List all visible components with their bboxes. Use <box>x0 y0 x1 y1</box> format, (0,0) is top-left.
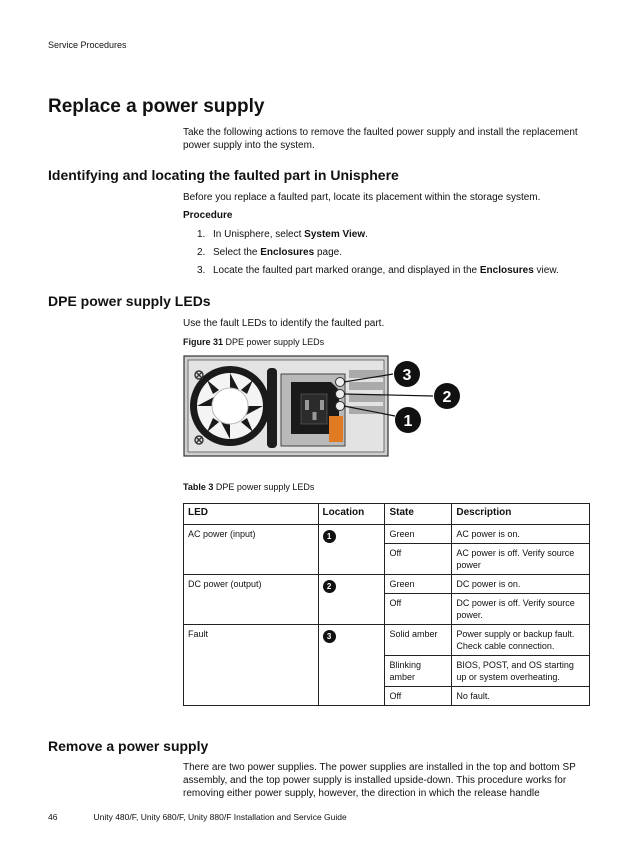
page-number: 46 <box>48 812 58 822</box>
description-cell: DC power is on. <box>452 575 590 594</box>
column-header: Location <box>318 504 385 525</box>
state-cell: Off <box>385 544 452 575</box>
column-header: State <box>385 504 452 525</box>
leds-paragraph: Use the fault LEDs to identify the faulted part. <box>183 318 385 329</box>
release-handle <box>267 368 277 448</box>
location-cell <box>318 575 385 625</box>
state-cell: Off <box>385 687 452 706</box>
callout-1 <box>395 407 421 433</box>
remove-paragraph: There are two power supplies. The power supplies are installed in the top and bottom SP assembly, and the top power supply is installed upside-down. This procedure works for removing either power supply, however, the direction in which the release handle <box>183 762 576 799</box>
location-cell <box>318 625 385 706</box>
table-caption: Table 3 DPE power supply LEDs <box>183 482 315 492</box>
table-row <box>184 625 590 656</box>
procedure-step: 3. Locate the faulted part marked orange, and displayed in the Enclosures view. <box>197 265 559 276</box>
table-header-row <box>184 504 590 525</box>
orange-release-tab <box>329 416 343 442</box>
identify-paragraph: Before you replace a faulted part, locate its placement within the storage system. <box>183 192 541 203</box>
led-table <box>183 503 590 706</box>
description-cell: Power supply or backup fault. Check cable connection. <box>452 625 590 656</box>
procedure-label: Procedure <box>183 210 233 221</box>
state-cell: Green <box>385 575 452 594</box>
running-header: Service Procedures <box>48 40 127 50</box>
page-title: Replace a power supply <box>48 96 265 117</box>
procedure-steps <box>183 228 559 282</box>
procedure-step: 2. Select the Enclosures page. <box>197 247 342 258</box>
state-cell: Green <box>385 525 452 544</box>
description-cell: DC power is off. Verify source power. <box>452 594 590 625</box>
intro-paragraph: Take the following actions to remove the faulted power supply and install the replacement power supply into the system. <box>183 127 578 151</box>
page-footer <box>48 812 347 822</box>
led-dc <box>336 390 345 399</box>
column-header: LED <box>184 504 319 525</box>
led-fault <box>336 378 345 387</box>
location-cell <box>318 525 385 575</box>
led-name: AC power (input) <box>184 525 319 575</box>
table-row <box>184 525 590 544</box>
column-header: Description <box>452 504 590 525</box>
led-name: Fault <box>184 625 319 706</box>
led-ac <box>336 402 345 411</box>
description-cell: No fault. <box>452 687 590 706</box>
procedure-step: 1. In Unisphere, select System View. <box>197 229 368 240</box>
callout-2 <box>434 383 460 409</box>
guide-title: Unity 480/F, Unity 680/F, Unity 880/F Installation and Service Guide <box>93 812 347 822</box>
svg-text:2: 2 <box>442 389 452 406</box>
state-cell: Solid amber <box>385 625 452 656</box>
section-heading-leds: DPE power supply LEDs <box>48 293 211 309</box>
location-badge: 3 <box>323 630 336 643</box>
power-supply-figure <box>183 350 463 462</box>
svg-text:3: 3 <box>402 367 412 384</box>
led-name: DC power (output) <box>184 575 319 625</box>
description-cell: AC power is on. <box>452 525 590 544</box>
description-cell: BIOS, POST, and OS starting up or system overheating. <box>452 656 590 687</box>
location-badge: 2 <box>323 580 336 593</box>
table-row <box>184 575 590 594</box>
state-cell: Blinking amber <box>385 656 452 687</box>
section-heading-identify: Identifying and locating the faulted part in Unisphere <box>48 167 399 183</box>
location-badge: 1 <box>323 530 336 543</box>
description-cell: AC power is off. Verify source power <box>452 544 590 575</box>
callout-3 <box>394 361 420 387</box>
section-heading-remove: Remove a power supply <box>48 738 209 754</box>
state-cell: Off <box>385 594 452 625</box>
svg-text:1: 1 <box>403 413 413 430</box>
figure-caption: Figure 31 DPE power supply LEDs <box>183 337 325 347</box>
